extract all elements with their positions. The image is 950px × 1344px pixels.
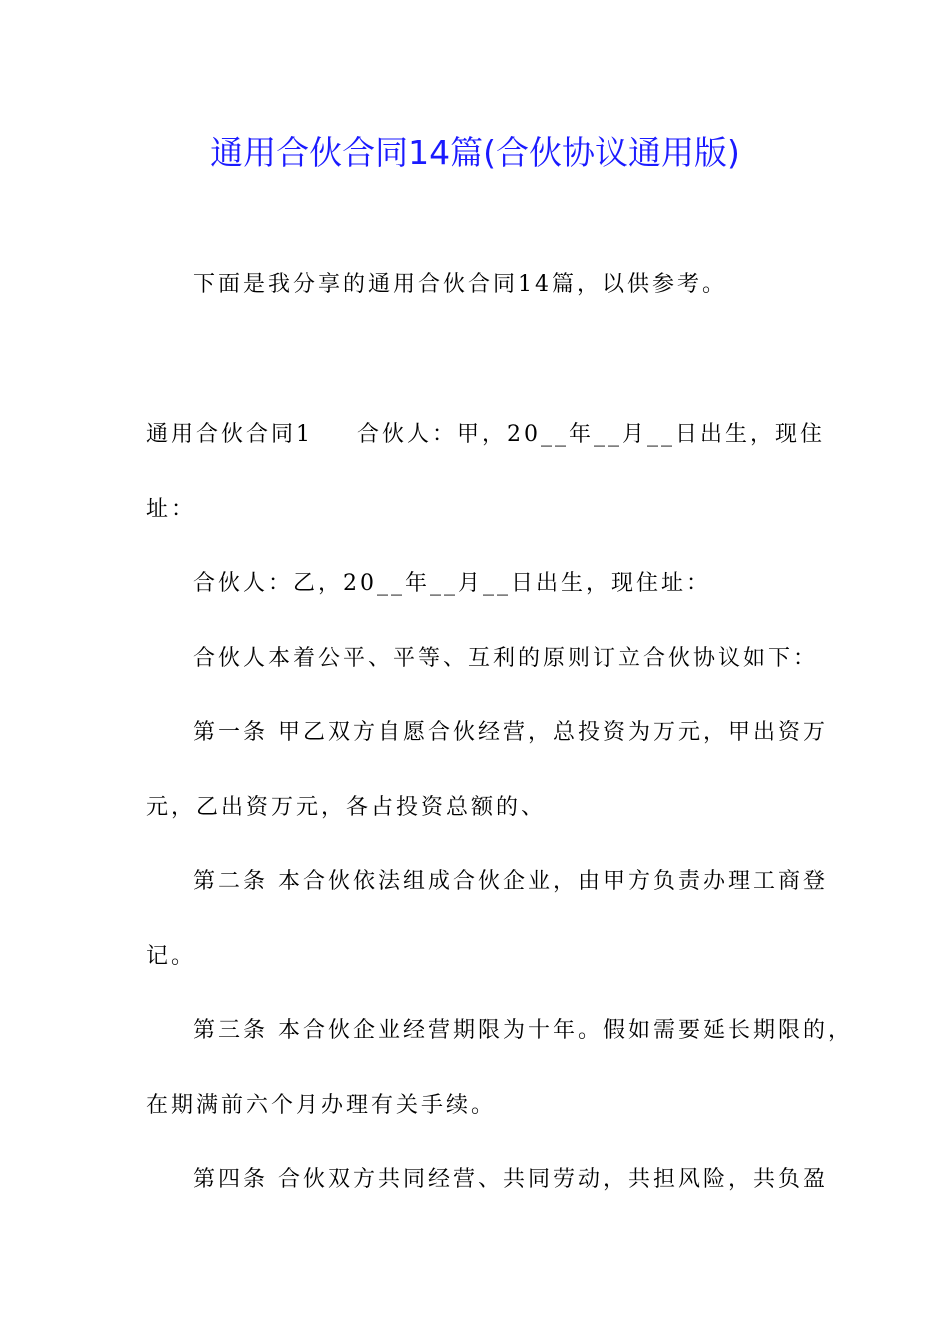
document-title: 通用合伙合同14篇(合伙协议通用版)	[210, 133, 740, 172]
paragraph-line: 址：	[146, 497, 197, 522]
agreement-intro-line: 合伙人本着公平、平等、互利的原则订立合伙协议如下：	[193, 646, 819, 671]
article-4-line: 第四条 合伙双方共同经营、共同劳动，共担风险，共负盈	[193, 1167, 828, 1192]
article-2-continued: 记。	[146, 944, 197, 969]
article-2-line: 第二条 本合伙依法组成合伙企业，由甲方负责办理工商登	[193, 869, 828, 894]
article-1-continued: 元，乙出资万元，各占投资总额的、	[146, 795, 547, 820]
section-heading: 通用合伙合同1	[146, 422, 313, 447]
article-3-continued: 在期满前六个月办理有关手续。	[146, 1093, 497, 1118]
partner-b-line: 合伙人：乙，20__年__月__日出生，现住址：	[193, 571, 711, 596]
partner-a-line: 合伙人：甲，20__年__月__日出生，现住	[357, 422, 825, 447]
intro-paragraph: 下面是我分享的通用合伙合同14篇，以供参考。	[193, 272, 727, 297]
article-1-line: 第一条 甲乙双方自愿合伙经营，总投资为万元，甲出资万	[193, 720, 828, 745]
section-first-line	[146, 420, 825, 450]
article-3-line: 第三条 本合伙企业经营期限为十年。假如需要延长期限的，	[193, 1018, 853, 1043]
